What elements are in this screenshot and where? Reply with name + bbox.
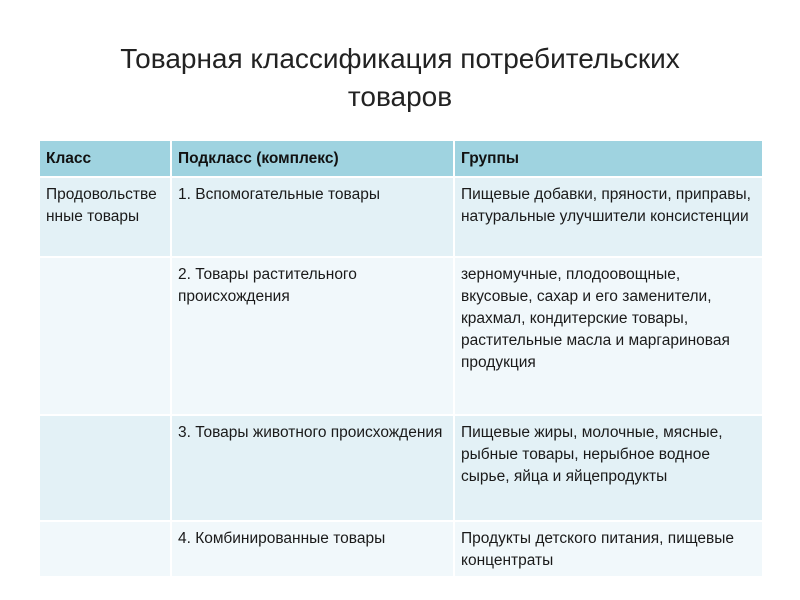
table-row — [40, 257, 762, 415]
cell-groups: Продукты детского питания, пищевые концентраты — [454, 521, 762, 577]
cell-subclass: 2. Товары растительного происхождения — [171, 257, 454, 415]
slide-title-line-2: товаров — [347, 81, 453, 112]
cell-subclass: 4. Комбинированные товары — [171, 521, 454, 577]
cell-class — [40, 415, 171, 521]
cell-subclass: 1. Вспомогательные товары — [171, 177, 454, 257]
cell-groups: Пищевые жиры, молочные, мясные, рыбные товары, нерыбное водное сырье, яйца и яйцепродукты — [454, 415, 762, 521]
table-header-row — [40, 141, 762, 177]
cell-groups: зерномучные, плодоовощные, вкусовые, сахар и его заменители, крахмал, кондитерские товары, растительные масла и маргариновая продукция — [454, 257, 762, 415]
cell-class: Продовольственные товары — [40, 177, 171, 257]
header-groups: Группы — [454, 141, 762, 177]
table-row — [40, 521, 762, 577]
cell-subclass: 3. Товары животного происхождения — [171, 415, 454, 521]
table-row — [40, 415, 762, 521]
header-class: Класс — [40, 141, 171, 177]
classification-table — [40, 141, 762, 578]
slide-title-line-1: Товарная классификация потребительских — [120, 43, 680, 74]
cell-class — [40, 257, 171, 415]
cell-groups: Пищевые добавки, пряности, приправы, натуральные улучшители консистенции — [454, 177, 762, 257]
table-row — [40, 177, 762, 257]
slide-title — [60, 40, 740, 116]
cell-class — [40, 521, 171, 577]
header-subclass: Подкласс (комплекс) — [171, 141, 454, 177]
